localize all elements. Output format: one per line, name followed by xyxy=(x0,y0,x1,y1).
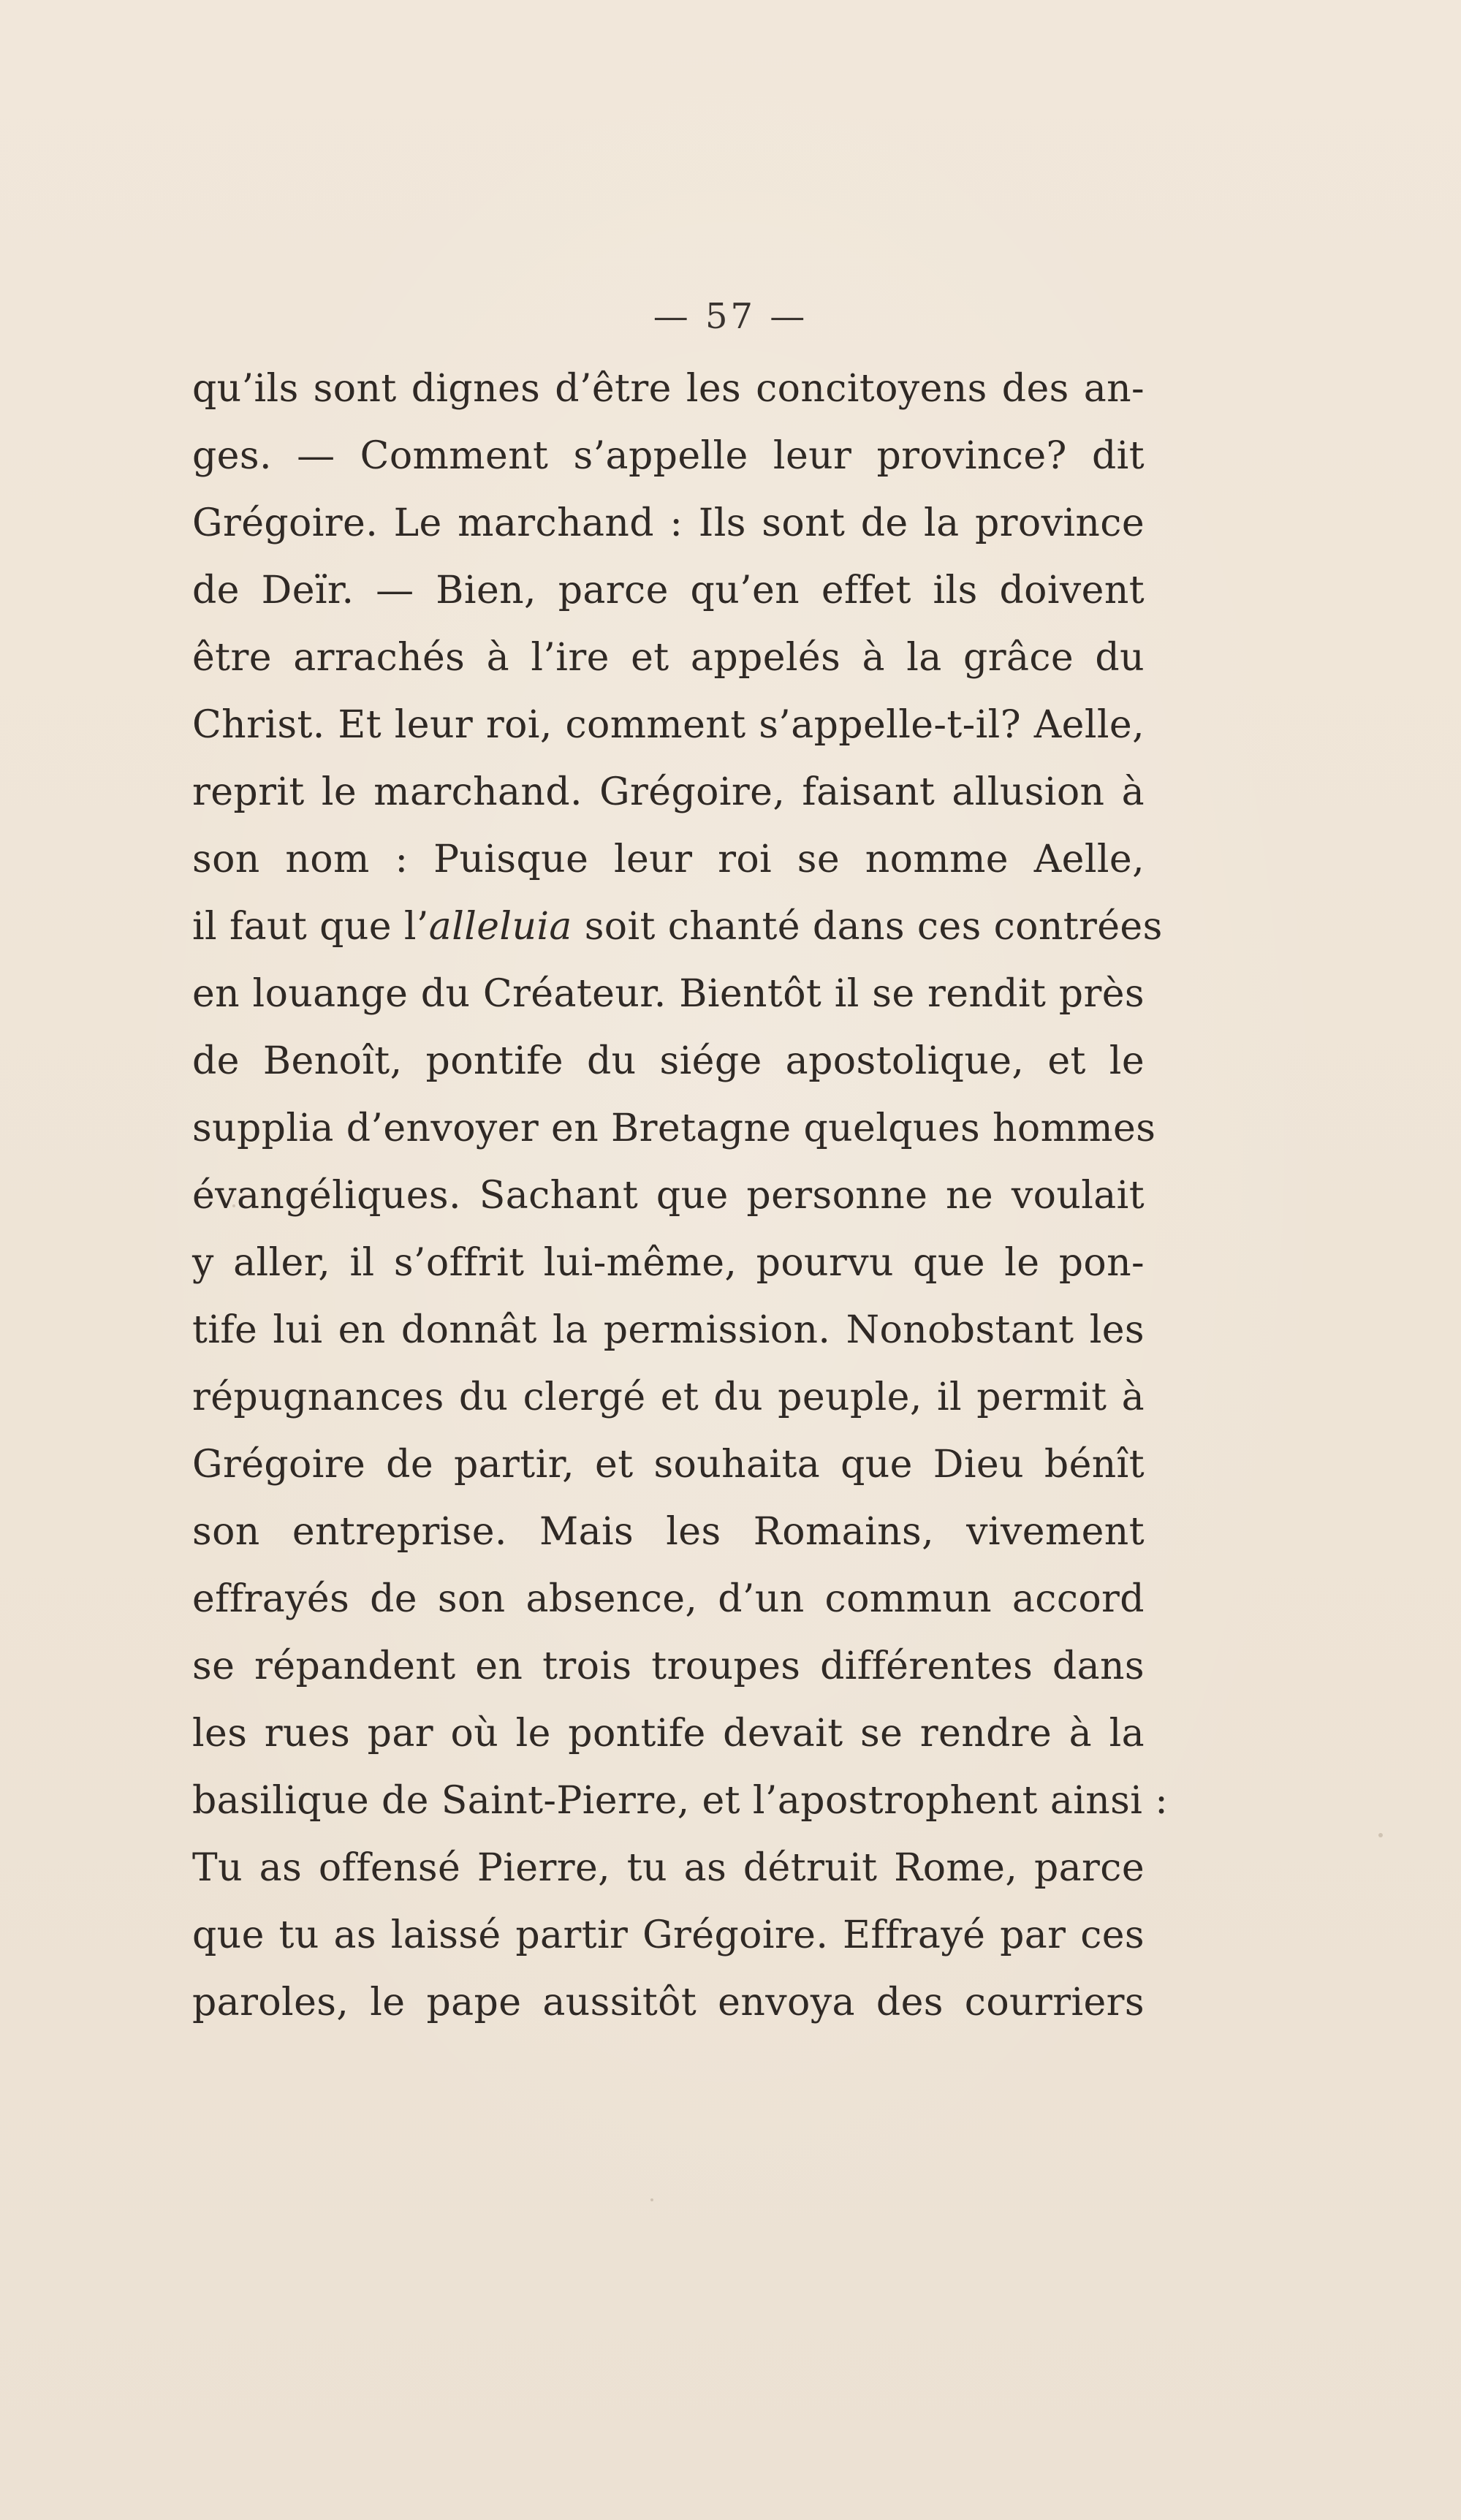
text-line-14: y aller, il s’offrit lui-même, pourvu que le pon- xyxy=(192,1241,1145,1285)
text-line-22: basilique de Saint-Pierre, et l’apostrophent ainsi : xyxy=(192,1779,1169,1823)
page-number: — 57 — xyxy=(653,296,808,337)
text-line-24: que tu as laissé partir Grégoire. Effrayé par ces xyxy=(192,1913,1145,1957)
paper-speck xyxy=(1378,1833,1383,1837)
text-line-1: qu’ils sont dignes d’être les concitoyens des an- xyxy=(192,367,1145,411)
text-line-20: se répandent en trois troupes différentes dans xyxy=(192,1644,1145,1688)
text-line-8: son nom : Puisque leur roi se nomme Aelle, xyxy=(192,838,1145,881)
text-line-16: répugnances du clergé et du peuple, il permit à xyxy=(192,1375,1145,1419)
text-line-21: les rues par où le pontife devait se rendre à la xyxy=(192,1712,1145,1756)
italic-word-alleluia: alleluia xyxy=(428,905,572,949)
text-line-5: être arrachés à l’ire et appelés à la grâce du xyxy=(192,636,1145,680)
text-line-6: Christ. Et leur roi, comment s’appelle-t-il? Aelle, xyxy=(192,703,1145,747)
text-line-9-end: soit chanté dans ces contrées xyxy=(572,905,1163,949)
text-line-18: son entreprise. Mais les Romains, vivement xyxy=(192,1510,1145,1554)
paper-speck xyxy=(232,1204,235,1207)
text-line-23: Tu as offensé Pierre, tu as détruit Rome, parce xyxy=(192,1846,1145,1890)
text-line-19: effrayés de son absence, d’un commun accord xyxy=(192,1577,1145,1621)
text-line-25: paroles, le pape aussitôt envoya des courriers xyxy=(192,1981,1145,2024)
text-line-9 xyxy=(192,893,1163,960)
text-line-15: tife lui en donnât la permission. Nonobstant les xyxy=(192,1308,1145,1352)
text-line-2: ges. — Comment s’appelle leur province? dit xyxy=(192,434,1145,478)
text-line-7: reprit le marchand. Grégoire, faisant allusion à xyxy=(192,770,1145,814)
text-line-9-start: il faut que l’ xyxy=(192,905,429,949)
text-line-12: supplia d’envoyer en Bretagne quelques hommes xyxy=(192,1107,1156,1150)
paper-speck xyxy=(650,2198,653,2201)
text-line-4: de Deïr. — Bien, parce qu’en effet ils doivent xyxy=(192,569,1145,612)
text-line-10: en louange du Créateur. Bientôt il se rendit près xyxy=(192,972,1145,1016)
body-text xyxy=(192,355,1169,2036)
text-line-3: Grégoire. Le marchand : Ils sont de la province xyxy=(192,501,1145,545)
text-line-13: évangéliques. Sachant que personne ne voulait xyxy=(192,1174,1145,1218)
text-line-11: de Benoît, pontife du siége apostolique, et le xyxy=(192,1039,1145,1083)
text-line-17: Grégoire de partir, et souhaita que Dieu bénît xyxy=(192,1443,1145,1487)
